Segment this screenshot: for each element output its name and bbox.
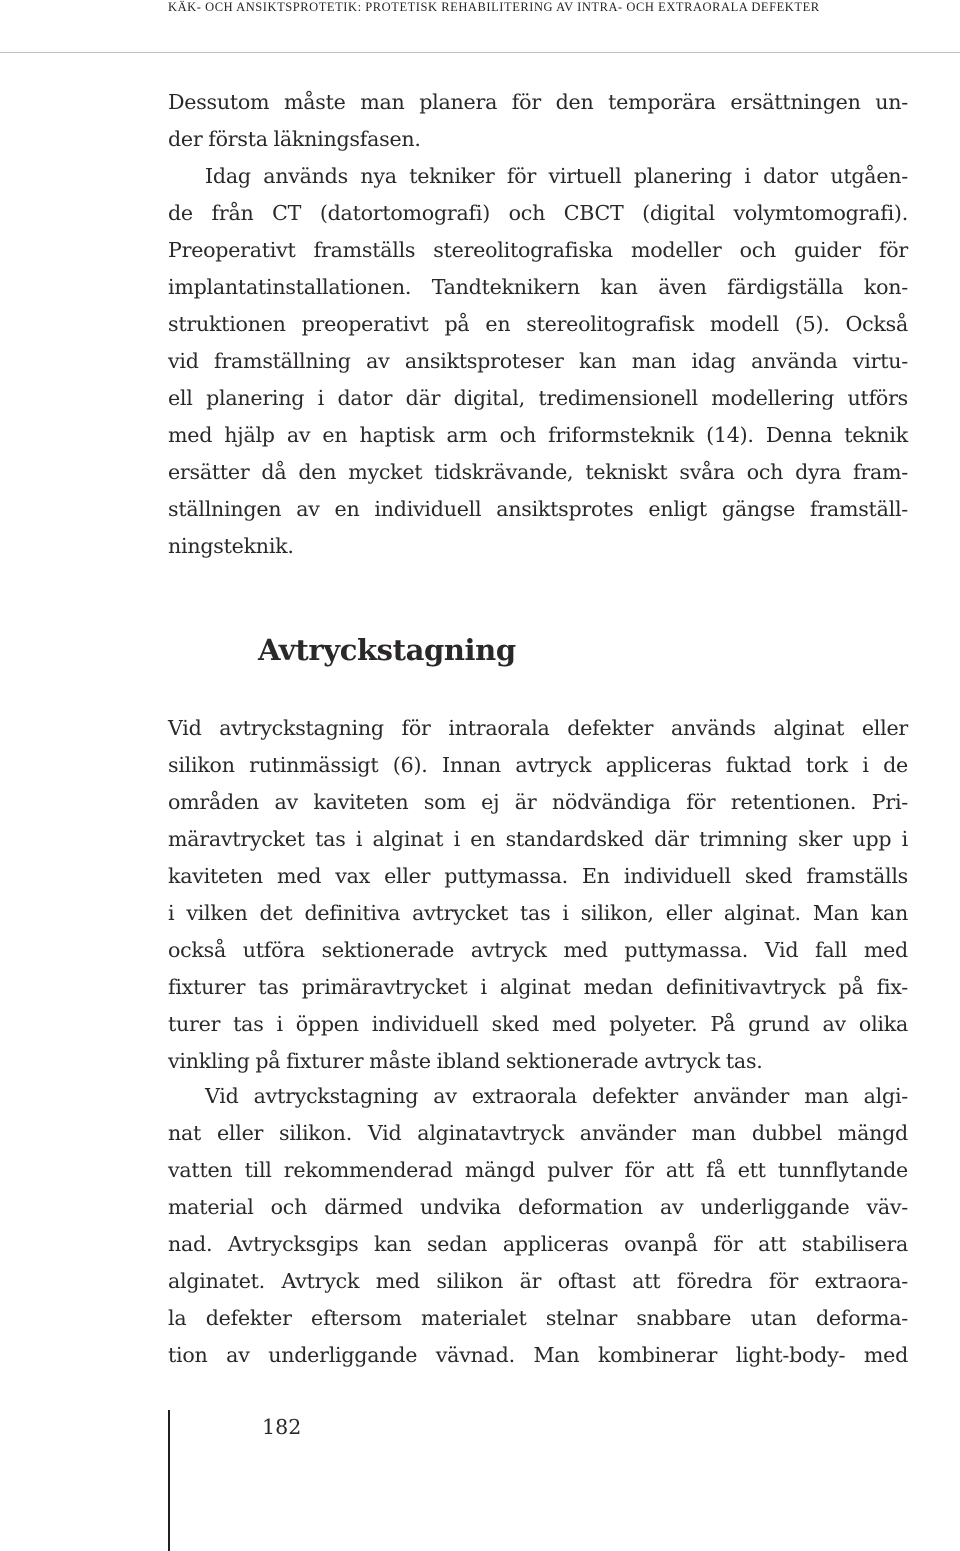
text-line: de från CT (datortomografi) och CBCT (digital volymtomografi). (168, 201, 908, 225)
text-line: Idag används nya tekniker för virtuell planering i dator utgåen- (205, 164, 908, 188)
text-line: i vilken det definitiva avtrycket tas i silikon, eller alginat. Man kan (168, 901, 908, 925)
section-heading: Avtryckstagning (258, 633, 516, 667)
intro-paragraph (168, 84, 908, 158)
text-line: material och därmed undvika deformation av underliggande väv- (168, 1195, 908, 1219)
text-line: der första läkningsfasen. (168, 127, 421, 151)
text-line: kaviteten med vax eller puttymassa. En individuell sked framställs (168, 864, 908, 888)
text-line: nat eller silikon. Vid alginatavtryck använder man dubbel mängd (168, 1121, 908, 1145)
text-line: ställningen av en individuell ansiktsprotes enligt gängse framställ- (168, 497, 908, 521)
text-line: alginatet. Avtryck med silikon är oftast att föredra för extraora- (168, 1269, 908, 1293)
paragraph-virtual-planning (168, 158, 908, 565)
paragraph-extraoral-impressions (168, 1078, 908, 1374)
text-line: ell planering i dator där digital, tredimensionell modellering utförs (168, 386, 908, 410)
text-line: implantatinstallationen. Tandteknikern kan även färdigställa kon- (168, 275, 908, 299)
text-line: också utföra sektionerade avtryck med puttymassa. Vid fall med (168, 938, 908, 962)
paragraph-intraoral-impressions (168, 710, 908, 1080)
text-line: vinkling på fixturer måste ibland sektionerade avtryck tas. (168, 1049, 763, 1073)
text-line: struktionen preoperativt på en stereolitografisk modell (5). Också (168, 312, 908, 336)
text-line: nad. Avtrycksgips kan sedan appliceras ovanpå för att stabilisera (168, 1232, 908, 1256)
text-line: ersätter då den mycket tidskrävande, tekniskt svåra och dyra fram- (168, 460, 908, 484)
text-line: Vid avtryckstagning av extraorala defekter använder man algi- (205, 1084, 908, 1108)
text-line: turer tas i öppen individuell sked med polyeter. På grund av olika (168, 1012, 908, 1036)
text-line: områden av kaviteten som ej är nödvändiga för retentionen. Pri- (168, 790, 908, 814)
text-line: Dessutom måste man planera för den temporära ersättningen un- (168, 90, 908, 114)
text-line: vid framställning av ansiktsproteser kan man idag använda virtu- (168, 349, 908, 373)
running-head: KÄK- OCH ANSIKTSPROTETIK: PROTETISK REHABILITERING AV INTRA- OCH EXTRAORALA DEFEKTER (168, 0, 820, 14)
text-line: vatten till rekommenderad mängd pulver för att få ett tunnflytande (168, 1158, 908, 1182)
page-number: 182 (262, 1415, 302, 1439)
text-line: Vid avtryckstagning för intraorala defekter används alginat eller (168, 716, 908, 740)
header-divider (0, 52, 960, 53)
text-line: Preoperativt framställs stereolitografiska modeller och guider för (168, 238, 908, 262)
text-line: tion av underliggande vävnad. Man kombinerar light-body- med (168, 1343, 908, 1367)
text-line: märavtrycket tas i alginat i en standardsked där trimning sker upp i (168, 827, 908, 851)
text-line: med hjälp av en haptisk arm och friformsteknik (14). Denna teknik (168, 423, 908, 447)
text-line: fixturer tas primäravtrycket i alginat medan definitivavtryck på fix- (168, 975, 908, 999)
text-line: la defekter eftersom materialet stelnar snabbare utan deforma- (168, 1306, 908, 1330)
text-line: silikon rutinmässigt (6). Innan avtryck appliceras fuktad tork i de (168, 753, 908, 777)
text-line: ningsteknik. (168, 534, 294, 558)
footer-rule (168, 1410, 170, 1551)
